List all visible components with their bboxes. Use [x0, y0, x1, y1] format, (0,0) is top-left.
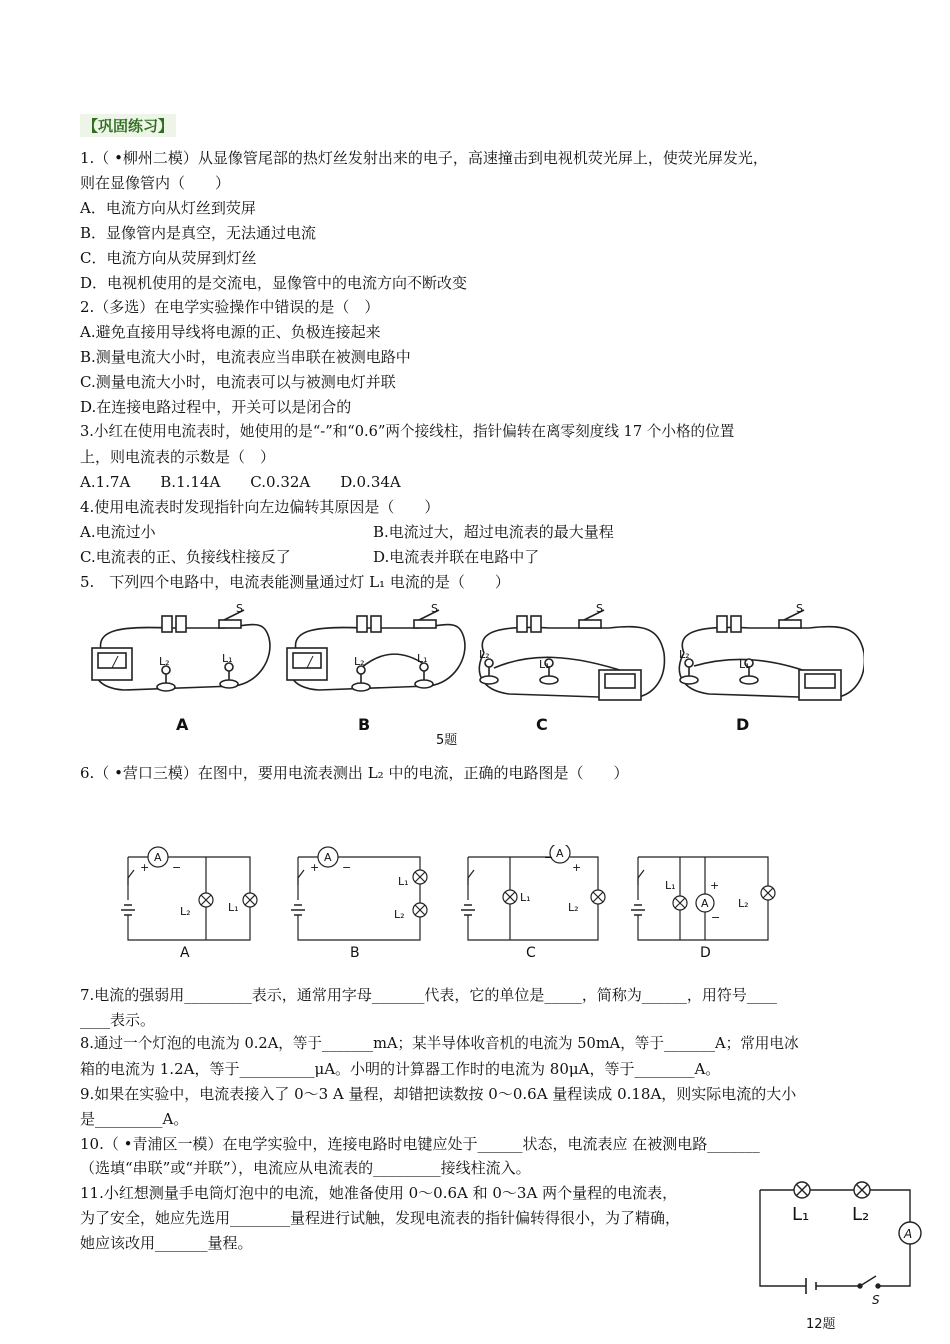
- q3-stem-line2: 上，则电流表的示数是（ ）: [80, 448, 276, 466]
- q12-circuit-figure: [750, 1178, 940, 1338]
- q5-circuit-figure: [84, 598, 864, 748]
- q12-lamp2: L₂: [852, 1204, 870, 1225]
- q6-circuit-figure: [110, 845, 790, 965]
- q6-panel-c: [461, 845, 605, 940]
- q5-a-lamp2-label: L₂: [159, 655, 170, 668]
- q4-stem: 4.使用电流表时发现指针向左边偏转其原因是（ ）: [80, 498, 440, 516]
- q5-a-switch-label: S: [236, 602, 243, 615]
- q7-line2: ____表示。: [80, 1011, 156, 1029]
- q5-b-lamp2-label: L₂: [354, 655, 365, 668]
- q6-c-meter: A: [556, 847, 564, 860]
- q1-option-b: B．显像管内是真空，无法通过电流: [80, 224, 317, 242]
- q4-option-a: A.电流过小: [80, 523, 156, 541]
- q2-option-c: C.测量电流大小时，电流表可以与被测电灯并联: [80, 373, 396, 391]
- q12-lamp1: L₁: [792, 1204, 810, 1225]
- q6-d-meter: A: [701, 897, 709, 910]
- q6-a-meter: A: [154, 851, 162, 864]
- q5-panel-c: [479, 610, 664, 700]
- q8-line1: 8.通过一个灯泡的电流为 0.2A，等于_______mA；某半导体收音机的电流为 50mA，等于_______A；常用电冰: [80, 1035, 799, 1052]
- svg-text:−: −: [544, 851, 554, 864]
- q6-label-a: A: [180, 945, 190, 961]
- q5-label-d: D: [736, 715, 750, 734]
- q6-c-lamp2: L₂: [568, 901, 579, 914]
- q5-a-lamp1-label: L₁: [222, 652, 233, 665]
- q7-line1: 7.电流的强弱用_________表示，通常用字母_______代表，它的单位是_____，简称为______，用符号____: [80, 986, 777, 1004]
- q5-d-switch-label: S: [796, 602, 803, 615]
- q6-b-meter: A: [324, 851, 332, 864]
- q1-option-c: C．电流方向从荧屏到灯丝: [80, 249, 257, 267]
- svg-text:−: −: [342, 861, 352, 874]
- q6-a-lamp2: L₂: [180, 905, 191, 918]
- q2-stem: 2.（多选）在电学实验操作中错误的是（ ）: [80, 298, 380, 316]
- q6-b-lamp1: L₁: [398, 875, 409, 888]
- q4-option-b: B.电流过大，超过电流表的最大量程: [373, 523, 614, 541]
- q5-d-lamp2-label: L₂: [679, 648, 690, 661]
- q1-option-a: A．电流方向从灯丝到荧屏: [80, 199, 256, 217]
- q11-line1: 11.小红想测量手电筒灯泡中的电流，她准备使用 0～0.6A 和 0～3A 两个量程的电流表，: [80, 1184, 678, 1202]
- q5-d-lamp1-label: L₁: [739, 658, 750, 671]
- svg-text:−: −: [172, 861, 182, 874]
- q12-meter: A: [904, 1227, 913, 1241]
- q5-caption: 5题: [436, 733, 458, 748]
- q6-label-d: D: [700, 945, 711, 961]
- q4-option-c: C.电流表的正、负接线柱接反了: [80, 548, 291, 566]
- q12-switch: S: [872, 1293, 880, 1307]
- q1-stem-line2: 则在显像管内（ ）: [80, 174, 231, 192]
- q3-options: A.1.7A B.1.14A C.0.32A D.0.34A: [80, 473, 401, 491]
- q5-label-b: B: [358, 715, 371, 734]
- q5-b-lamp1-label: L₁: [417, 652, 428, 665]
- q6-label-c: C: [526, 945, 536, 961]
- q5-panel-d: [679, 610, 864, 700]
- q10-line2: （选填“串联”或“并联”），电流应从电流表的_________接线柱流入。: [80, 1159, 531, 1177]
- q2-option-b: B.测量电流大小时，电流表应当串联在被测电路中: [80, 348, 411, 366]
- q9-line2: 是_________A。: [80, 1110, 189, 1128]
- q5-panel-a: [92, 610, 270, 691]
- q5-c-lamp2-label: L₂: [479, 648, 490, 661]
- q6-c-lamp1: L₁: [520, 891, 531, 904]
- q6-d-lamp2: L₂: [738, 897, 749, 910]
- q8-line2: 箱的电流为 1.2A，等于__________μA。小明的计算器工作时的电流为 80μA，等于________A。: [80, 1060, 721, 1078]
- q6-d-lamp1: L₁: [665, 879, 676, 892]
- q5-b-switch-label: S: [431, 602, 438, 615]
- svg-text:+: +: [310, 861, 320, 874]
- q1-option-d: D．电视机使用的是交流电，显像管中的电流方向不断改变: [80, 274, 468, 292]
- q11-line2: 为了安全，她应先选用________量程进行试触，发现电流表的指针偏转得很小，为了精确，: [80, 1209, 681, 1227]
- svg-text:+: +: [572, 861, 582, 874]
- q5-label-a: A: [176, 715, 189, 734]
- section-heading: 【巩固练习】: [80, 114, 176, 137]
- q2-option-a: A.避免直接用导线将电源的正、负极连接起来: [80, 323, 381, 341]
- svg-text:+: +: [140, 861, 150, 874]
- q9-line1: 9.如果在实验中，电流表接入了 0～3 A 量程，却错把读数按 0～0.6A 量程读成 0.18A，则实际电流的大小: [80, 1085, 797, 1103]
- q4-option-d: D.电流表并联在电路中了: [373, 548, 540, 566]
- q5-c-lamp1-label: L₁: [539, 658, 550, 671]
- q12-caption: 12题: [806, 1317, 836, 1332]
- q6-a-lamp1: L₁: [228, 901, 239, 914]
- q5-label-c: C: [536, 715, 548, 734]
- q11-line3: 她应该改用_______量程。: [80, 1234, 253, 1252]
- q5-panel-b: [287, 610, 465, 691]
- q10-line1: 10.（ •青浦区一模）在电学实验中，连接电路时电键应处于______状态，电流表应 在被测电路_______: [80, 1135, 760, 1153]
- q1-stem-line1: 1.（ •柳州二模）从显像管尾部的热灯丝发射出来的电子，高速撞击到电视机荧光屏上，使荧光屏发光，: [80, 149, 768, 167]
- svg-text:−: −: [711, 911, 721, 924]
- q5-c-switch-label: S: [596, 602, 603, 615]
- q3-stem-line1: 3.小红在使用电流表时，她使用的是“-”和“0.6”两个接线柱，指针偏转在离零刻度线 17 个小格的位置: [80, 423, 735, 440]
- q2-option-d: D.在连接电路过程中，开关可以是闭合的: [80, 398, 352, 416]
- q6-label-b: B: [350, 945, 360, 961]
- q6-b-lamp2: L₂: [394, 908, 405, 921]
- q5-stem: 5. 下列四个电路中，电流表能测量通过灯 L₁ 电流的是（ ）: [80, 573, 510, 591]
- q6-stem: 6.（ •营口三模）在图中，要用电流表测出 L₂ 中的电流，正确的电路图是（ ）: [80, 764, 629, 782]
- svg-text:+: +: [710, 879, 720, 892]
